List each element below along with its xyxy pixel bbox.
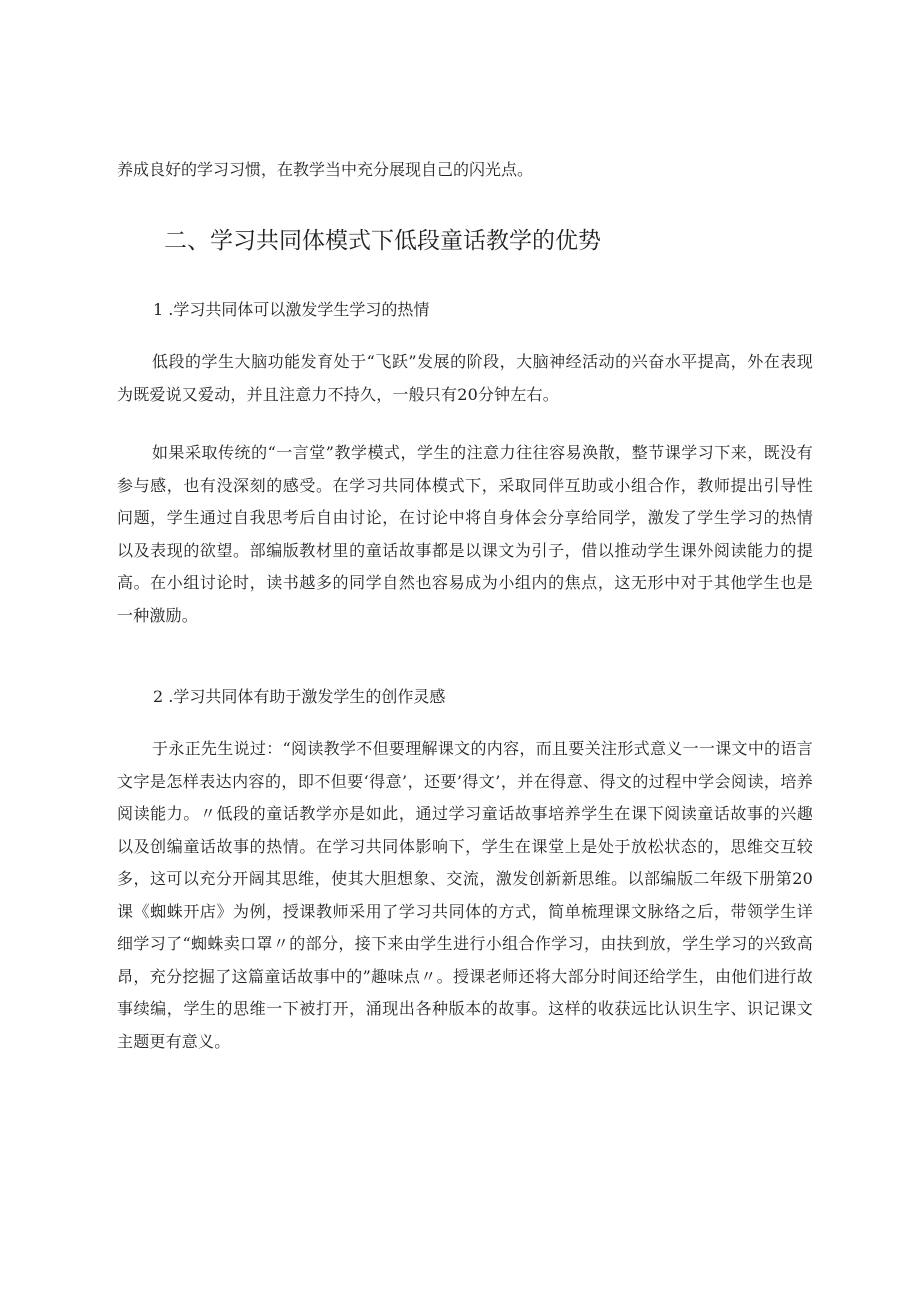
section-heading: 二、学习共同体模式下低段童话教学的优势 <box>164 228 601 254</box>
continuation-line: 养成良好的学习习惯，在教学当中充分展现自己的闪光点。 <box>117 160 534 179</box>
paragraph-2-1: 于永正先生说过：“阅读教学不但要理解课文的内容，而且要关注形式意义一一课文中的语言文字是怎样表达内容的，即不但要‘得意’，还要’得文’，并在得意、得文的过程中学会阅读，培养阅读能力。〃低段的童话教学亦是如此，通过学习童话故事培养学生在课下阅读童话故事的兴趣以及创编童话故事的热情。在学习共同体影响下，学生在课堂上是处于放松状态的，思维交互较多，这可以充分开阔其思维，使其大胆想象、交流，激发创新新思维。以部编版二年级下册第20课《蜘蛛开店》为例，授课教师采用了学习共同体的方式，简单梳理课文脉络之后，带领学生详细学习了“蜘蛛卖口罩〃的部分，接下来由学生进行小组合作学习，由扶到放，学生学习的兴致高昂，充分挖掘了这篇童话故事中的”趣味点〃。授课老师还将大部分时间还给学生，由他们进行故事续编，学生的思维一下被打开，涌现出各种版本的故事。这样的收获远比认识生字、识记课文主题更有意义。 <box>117 739 813 1051</box>
subsection-title-2: 2 .学习共同体有助于激发学生的创作灵感 <box>153 687 446 706</box>
paragraph-1-1: 低段的学生大脑功能发育处于“飞跃”发展的阶段，大脑神经活动的兴奋水平提高，外在表现为既爱说又爱动，并且注意力不持久，一般只有20分钟左右。 <box>117 352 813 404</box>
paragraph-1-2: 如果采取传统的“一言堂”教学模式，学生的注意力往往容易涣散，整节课学习下来，既没有参与感，也有没深刻的感受。在学习共同体模式下，采取同伴互助或小组合作，教师提出引导性问题，学生通过自我思考后自由讨论，在讨论中将自身体会分享给同学，激发了学生学习的热情以及表现的欲望。部编版教材里的童话故事都是以课文为引子，借以推动学生课外阅读能力的提高。在小组讨论时，读书越多的同学自然也容易成为小组内的焦点，这无形中对于其他学生也是一种激励。 <box>117 443 813 625</box>
subsection-title-1: 1 .学习共同体可以激发学生学习的热情 <box>153 300 430 319</box>
